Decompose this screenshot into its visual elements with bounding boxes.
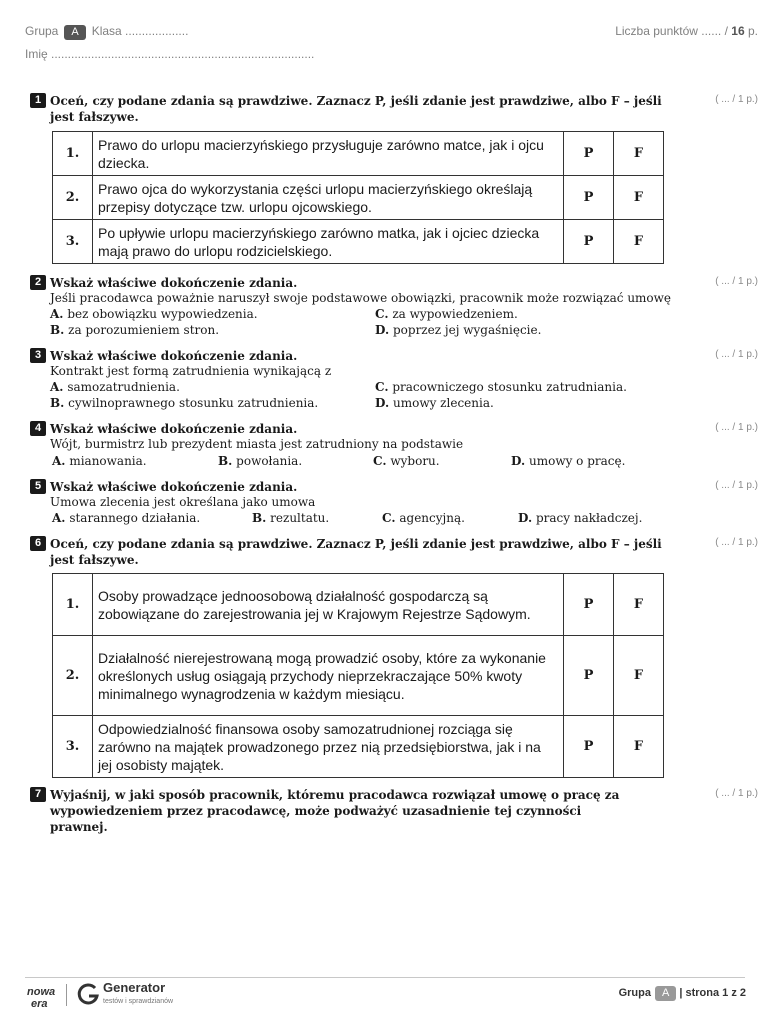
true-option[interactable]: P [564, 574, 614, 636]
option-a[interactable] [52, 510, 200, 526]
footer-group-label: Grupa [618, 987, 651, 999]
class-label: Klasa ................... [91, 24, 189, 38]
option-text: starannego działania. [69, 511, 201, 525]
option-text: wyboru. [390, 454, 440, 468]
option-letter: D. [375, 396, 390, 410]
question-number-4: 4 [30, 421, 46, 436]
table-row [53, 574, 664, 636]
false-option[interactable]: F [614, 716, 664, 778]
option-d[interactable] [375, 322, 541, 338]
option-text: agencyjną. [399, 511, 465, 525]
option-b[interactable] [50, 395, 318, 411]
option-b[interactable] [218, 453, 302, 469]
statement: Działalność nierejestrowaną mogą prowadzić osoby, które za wykonanie określonych usług osiągają przychody nieprzekraczające 50% kwoty minimalnego wynagrodzenia w każdym miesiącu. [93, 636, 564, 716]
option-text: cywilnoprawnego stosunku zatrudnienia. [68, 396, 319, 410]
false-option[interactable]: F [614, 176, 664, 220]
option-letter: B. [252, 511, 267, 525]
option-b[interactable] [252, 510, 329, 526]
option-letter: C. [373, 454, 387, 468]
false-option[interactable]: F [614, 636, 664, 716]
group-label: Grupa [25, 24, 59, 38]
question-number-2: 2 [30, 275, 46, 290]
question-3-title: Wskaż właściwe dokończenie zdania. [50, 349, 298, 363]
question-number-3: 3 [30, 348, 46, 363]
option-letter: D. [375, 323, 390, 337]
true-option[interactable]: P [564, 716, 614, 778]
header-points [615, 24, 758, 38]
option-text: umowy zlecenia. [392, 396, 494, 410]
question-2-title: Wskaż właściwe dokończenie zdania. [50, 276, 298, 290]
question-2-stem: Jeśli pracodawca poważnie naruszył swoje podstawowe obowiązki, pracownik może rozwiązać umowę [50, 291, 672, 305]
option-a[interactable] [50, 379, 180, 395]
row-number: 3. [53, 716, 93, 778]
option-text: poprzez jej wygaśnięcie. [392, 323, 542, 337]
generator-title: Generator [103, 980, 166, 995]
footer-group-badge: A [655, 986, 676, 1001]
table-row [53, 220, 664, 264]
option-c[interactable] [375, 379, 627, 395]
option-letter: C. [375, 307, 389, 321]
option-c[interactable] [382, 510, 465, 526]
option-d[interactable] [511, 453, 625, 469]
option-letter: A. [52, 511, 66, 525]
question-2-points: ( ... / 1 p.) [715, 276, 758, 287]
true-option[interactable]: P [564, 220, 614, 264]
generator-logo-icon [76, 982, 100, 1006]
generator-logo-text [103, 981, 173, 1009]
option-b[interactable] [50, 322, 219, 338]
points-total: 16 [731, 24, 745, 38]
true-option[interactable]: P [564, 176, 614, 220]
false-option[interactable]: F [614, 220, 664, 264]
false-option[interactable]: F [614, 132, 664, 176]
statement: Po upływie urlopu macierzyńskiego zarówno matka, jak i ojciec dziecka mają prawo do urlopu rodzicielskiego. [93, 220, 564, 264]
statement: Prawo ojca do wykorzystania części urlopu macierzyńskiego określają przepisy dotyczące tzw. urlopu ojcowskiego. [93, 176, 564, 220]
option-text: za porozumieniem stron. [68, 323, 220, 337]
question-3-points: ( ... / 1 p.) [715, 349, 758, 360]
row-number: 1. [53, 574, 93, 636]
row-number: 1. [53, 132, 93, 176]
option-letter: D. [518, 511, 533, 525]
option-a[interactable] [50, 306, 258, 322]
option-letter: D. [511, 454, 526, 468]
statement: Odpowiedzialność finansowa osoby samozatrudnionej rozciąga się zarówno na majątek prowadzonego przez nią przedsiębiorstwa, jak i na jej osobisty majątek. [93, 716, 564, 778]
option-text: samozatrudnienia. [67, 380, 180, 394]
option-letter: B. [218, 454, 233, 468]
question-number-1: 1 [30, 93, 46, 108]
question-4-points: ( ... / 1 p.) [715, 422, 758, 433]
table-row [53, 176, 664, 220]
footer-page-info [619, 986, 746, 1001]
option-text: za wypowiedzeniem. [392, 307, 518, 321]
option-letter: A. [50, 380, 64, 394]
question-number-7: 7 [30, 787, 46, 802]
table-row [53, 716, 664, 778]
true-option[interactable]: P [564, 636, 614, 716]
option-letter: C. [375, 380, 389, 394]
points-label: Liczba punktów ...... / [615, 24, 728, 38]
option-c[interactable] [375, 306, 518, 322]
row-number: 2. [53, 176, 93, 220]
true-option[interactable]: P [564, 132, 614, 176]
question-6-table [52, 573, 664, 778]
row-number: 2. [53, 636, 93, 716]
question-1-title: Oceń, czy podane zdania są prawdziwe. Zaznacz P, jeśli zdanie jest prawdziwe, albo F – jeśli jest fałszywe. [50, 94, 662, 124]
svg-text:nowa: nowa [27, 986, 56, 998]
question-6-title: Oceń, czy podane zdania są prawdziwe. Zaznacz P, jeśli zdanie jest prawdziwe, albo F – jeśli jest fałszywe. [50, 537, 662, 567]
nowa-era-logo [25, 983, 61, 1011]
question-5-points: ( ... / 1 p.) [715, 480, 758, 491]
question-3-stem: Kontrakt jest formą zatrudnienia wynikającą z [50, 364, 332, 378]
question-4-title: Wskaż właściwe dokończenie zdania. [50, 422, 298, 436]
table-row [53, 132, 664, 176]
group-badge: A [64, 25, 85, 40]
question-1-points: ( ... / 1 p.) [715, 94, 758, 105]
option-text: pracy nakładczej. [535, 511, 643, 525]
false-option[interactable]: F [614, 574, 664, 636]
question-7-points: ( ... / 1 p.) [715, 788, 758, 799]
option-text: mianowania. [69, 454, 147, 468]
question-5-title: Wskaż właściwe dokończenie zdania. [50, 480, 298, 494]
option-letter: B. [50, 396, 65, 410]
footer-page-label: | strona 1 z 2 [679, 987, 746, 999]
option-letter: C. [382, 511, 396, 525]
option-letter: A. [50, 307, 64, 321]
option-letter: B. [50, 323, 65, 337]
option-text: pracowniczego stosunku zatrudniania. [392, 380, 627, 394]
svg-text:era: era [31, 998, 48, 1010]
header-group-line [25, 24, 188, 40]
option-letter: A. [52, 454, 66, 468]
option-text: umowy o pracę. [528, 454, 626, 468]
generator-tagline: testów i sprawdzianów [103, 998, 174, 1005]
question-4-stem: Wójt, burmistrz lub prezydent miasta jest zatrudniony na podstawie [50, 437, 464, 451]
question-5-stem: Umowa zlecenia jest określana jako umowa [50, 495, 316, 509]
option-c[interactable] [373, 453, 440, 469]
question-6-points: ( ... / 1 p.) [715, 537, 758, 548]
footer-divider [25, 977, 745, 978]
statement: Prawo do urlopu macierzyńskiego przysługuje zarówno matce, jak i ojcu dziecka. [93, 132, 564, 176]
statement: Osoby prowadzące jednoosobową działalność gospodarczą są zobowiązane do zarejestrowania jej w Krajowym Rejestrze Sądowym. [93, 574, 564, 636]
header-name-line: Imię ............................................................................... [25, 47, 315, 61]
option-text: bez obowiązku wypowiedzenia. [67, 307, 258, 321]
logo-separator [66, 984, 67, 1006]
row-number: 3. [53, 220, 93, 264]
question-7-title: Wyjaśnij, w jaki sposób pracownik, któremu pracodawca rozwiązał umowę o pracę za wypowiedzeniem przez pracodawcę, może podważyć uzasadnienie tej czynności prawnej. [50, 788, 620, 834]
question-1-table [52, 131, 664, 264]
question-number-6: 6 [30, 536, 46, 551]
question-number-5: 5 [30, 479, 46, 494]
option-d[interactable] [518, 510, 642, 526]
table-row [53, 636, 664, 716]
option-text: powołania. [236, 454, 303, 468]
option-a[interactable] [52, 453, 147, 469]
option-text: rezultatu. [270, 511, 330, 525]
points-unit: p. [747, 24, 758, 38]
option-d[interactable] [375, 395, 494, 411]
